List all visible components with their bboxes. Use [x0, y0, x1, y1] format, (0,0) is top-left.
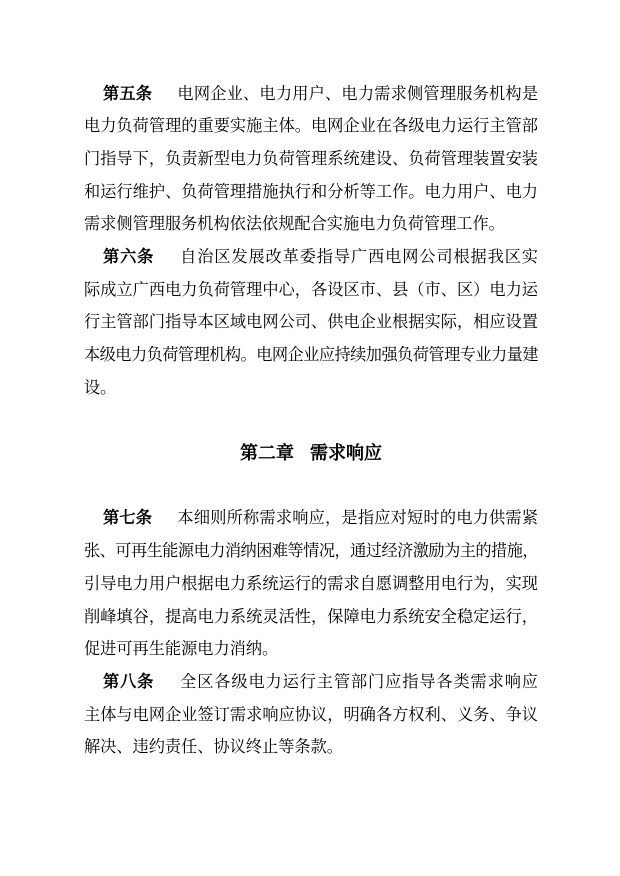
clause-text: 全区各级电力运行主管部门应指导各类需求响应: [179, 672, 538, 691]
clause-first-line: [84, 78, 538, 111]
text-line: 际成立广西电力负荷管理中心，各设区市、县（市、区）电力运: [84, 280, 538, 299]
clause-label: 第八条: [103, 672, 155, 691]
chapter-heading: [84, 437, 538, 470]
text-line: 电力负荷管理的重要实施主体。电网企业在各级电力运行主管部: [84, 117, 538, 136]
clause-text: 自治区发展改革委指导广西电网公司根据我区实: [179, 247, 538, 266]
clause-label: 第七条: [103, 509, 153, 528]
chapter-number: 第二章: [240, 443, 294, 464]
text-line: 主体与电网企业签订需求响应协议，明确各方权利、义务、争议: [84, 705, 538, 724]
text-line: 设。: [84, 378, 117, 397]
text-line: 促进可再生能源电力消纳。: [84, 640, 279, 659]
clause-label: 第五条: [103, 84, 153, 103]
text-line: 行主管部门指导本区域电网公司、供电企业根据实际，相应设置: [84, 313, 538, 332]
text-line: 张、可再生能源电力消纳困难等情况，通过经济激励为主的措施，: [84, 542, 538, 561]
clause-text: 本细则所称需求响应，是指应对短时的电力供需紧: [177, 509, 539, 528]
text-line: 解决、违约责任、协议终止等条款。: [84, 738, 343, 757]
clause-first-line: [84, 241, 538, 274]
clause-label: 第六条: [103, 247, 155, 266]
clause-first-line: [84, 666, 538, 699]
chapter-title: 需求响应: [310, 443, 382, 464]
text-line: 需求侧管理服务机构依法依规配合实施电力负荷管理工作。: [84, 215, 505, 234]
text-line: 和运行维护、负荷管理措施执行和分析等工作。电力用户、电力: [84, 182, 538, 201]
text-line: 削峰填谷，提高电力系统灵活性，保障电力系统安全稳定运行，: [84, 607, 538, 626]
text-line: 引导电力用户根据电力系统运行的需求自愿调整用电行为，实现: [84, 574, 538, 593]
text-line: 门指导下，负责新型电力负荷管理系统建设、负荷管理装置安装: [84, 149, 538, 168]
clause-text: 电网企业、电力用户、电力需求侧管理服务机构是: [177, 84, 539, 103]
text-line: 本级电力负荷管理机构。电网企业应持续加强负荷管理专业力量建: [84, 346, 538, 364]
clause-first-line: [84, 502, 538, 535]
